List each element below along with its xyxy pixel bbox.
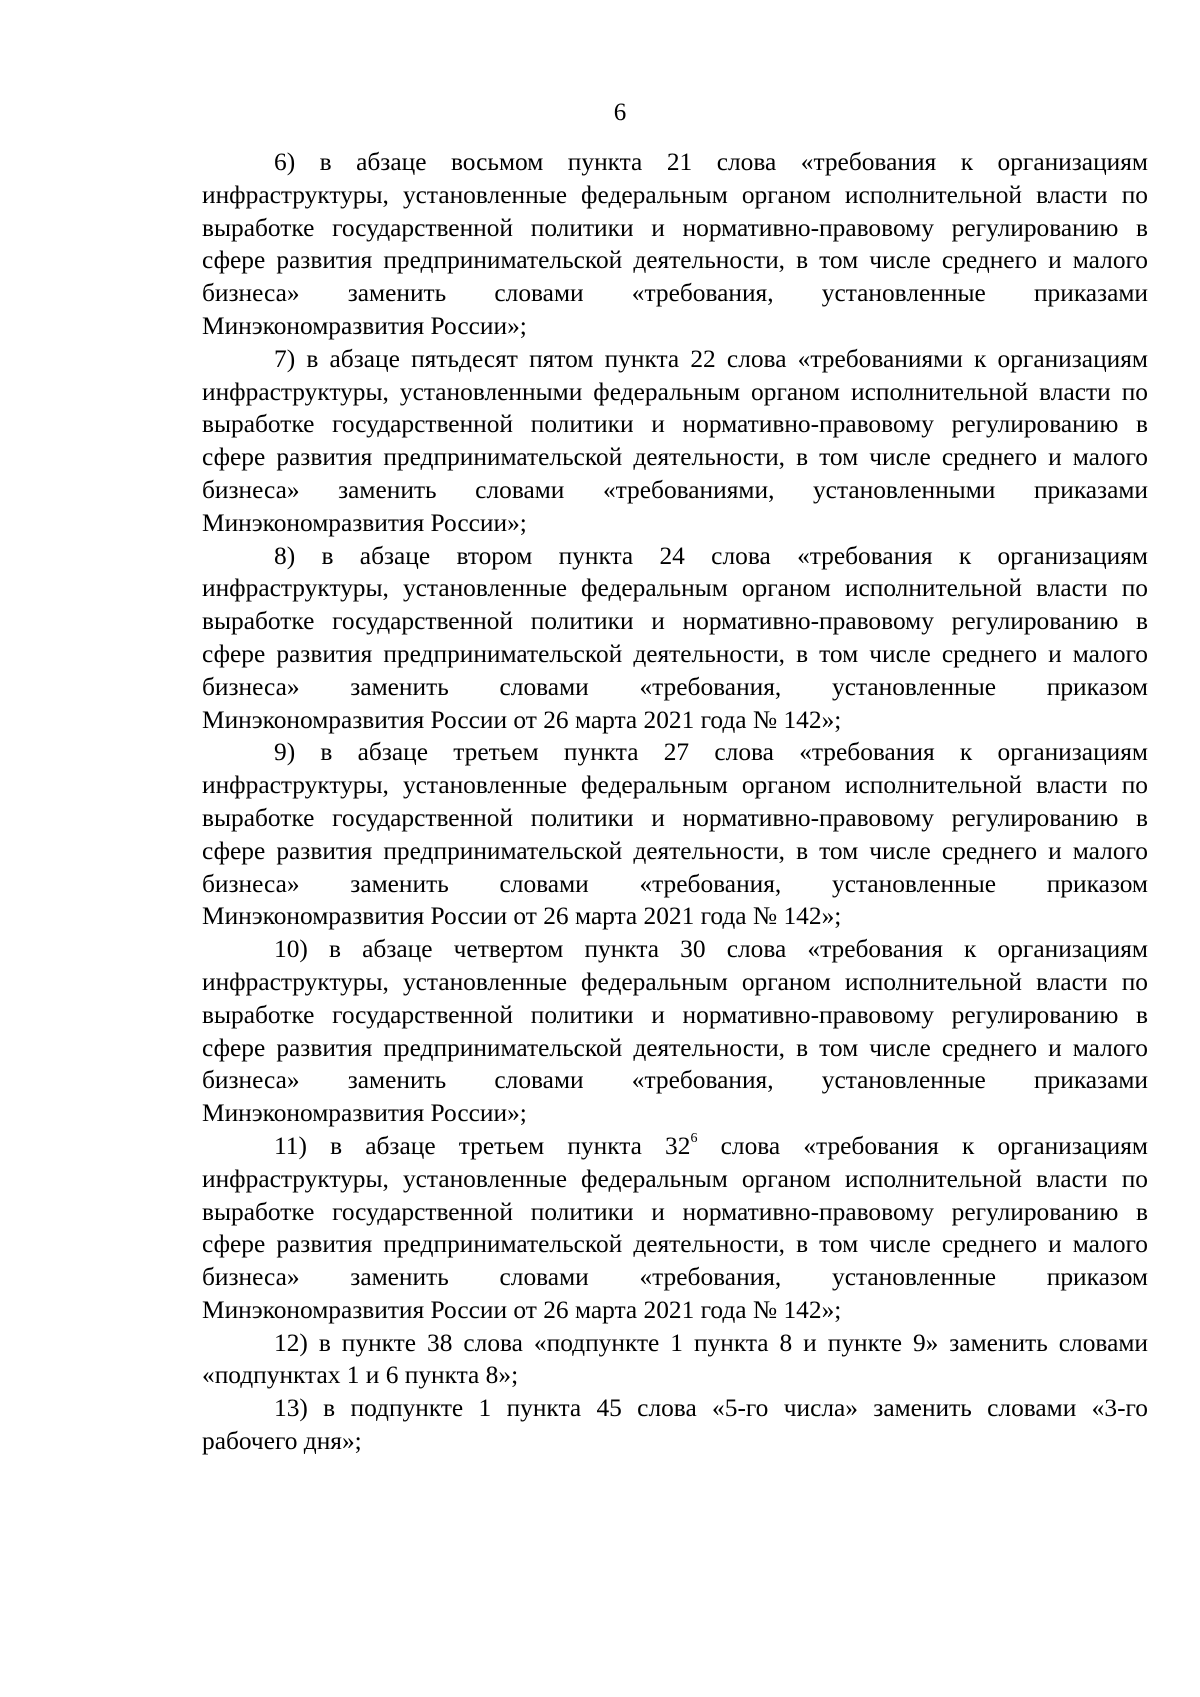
paragraph-item-11-start: 11) в абзаце третьем пункта 32 [274,1131,691,1160]
paragraph-item-10: 10) в абзаце четвертом пункта 30 слова «требования к организациям инфраструктуры, установленные федеральным органом исполнительной власти по выработке государственной политики и нормативно-правовому регулированию в сфере развития предпринимательской деятельности, в том числе среднего и малого бизнеса» заменить словами «требования, установленные приказами Минэкономразвития России»; [202,935,1148,1128]
paragraph-item-8: 8) в абзаце втором пункта 24 слова «требования к организациям инфраструктуры, установленные федеральным органом исполнительной власти по выработке государственной политики и нормативно-правовому регулированию в сфере развития предпринимательской деятельности, в том числе среднего и малого бизнеса» заменить словами «требования, установленные приказом Минэкономразвития России от 26 марта 2021 года № 142»; [202,541,1148,734]
paragraph-item-6: 6) в абзаце восьмом пункта 21 слова «требования к организациям инфраструктуры, установленные федеральным органом исполнительной власти по выработке государственной политики и нормативно-правовому регулированию в сфере развития предпринимательской деятельности, в том числе среднего и малого бизнеса» заменить словами «требования, установленные приказами Минэкономразвития России»; [202,148,1148,340]
paragraph-item-9: 9) в абзаце третьем пункта 27 слова «требования к организациям инфраструктуры, установленные федеральным органом исполнительной власти по выработке государственной политики и нормативно-правовому регулированию в сфере развития предпринимательской деятельности, в том числе среднего и малого бизнеса» заменить словами «требования, установленные приказом Минэкономразвития России от 26 марта 2021 года № 142»; [202,738,1148,931]
page-number: 6 [613,99,627,126]
paragraph-item-13: 13) в подпункте 1 пункта 45 слова «5-го числа» заменить словами «3-го рабочего дня»; [202,1394,1148,1456]
paragraph-item-11-superscript: 6 [690,1131,698,1147]
paragraph-item-12: 12) в пункте 38 слова «подпункте 1 пункта 8 и пункте 9» заменить словами «подпунктах 1 и 6 пункта 8»; [202,1328,1148,1390]
paragraph-item-11-rest: слова «требования к организациям инфраструктуры, установленные федеральным органом исполнительной власти по выработке государственной политики и нормативно-правовому регулированию в сфере развития предпринимательской деятельности, в том числе среднего и малого бизнеса» заменить словами «требования, установленные приказом Минэкономразвития России от 26 марта 2021 года № 142»; [202,1131,1148,1324]
document-body [202,146,1148,1458]
paragraph-item-7: 7) в абзаце пятьдесят пятом пункта 22 слова «требованиями к организациям инфраструктуры, установленными федеральным органом исполнительной власти по выработке государственной политики и нормативно-правовому регулированию в сфере развития предпринимательской деятельности, в том числе среднего и малого бизнеса» заменить словами «требованиями, установленными приказами Минэкономразвития России»; [202,344,1148,537]
paragraph-item-11 [202,1130,1148,1327]
